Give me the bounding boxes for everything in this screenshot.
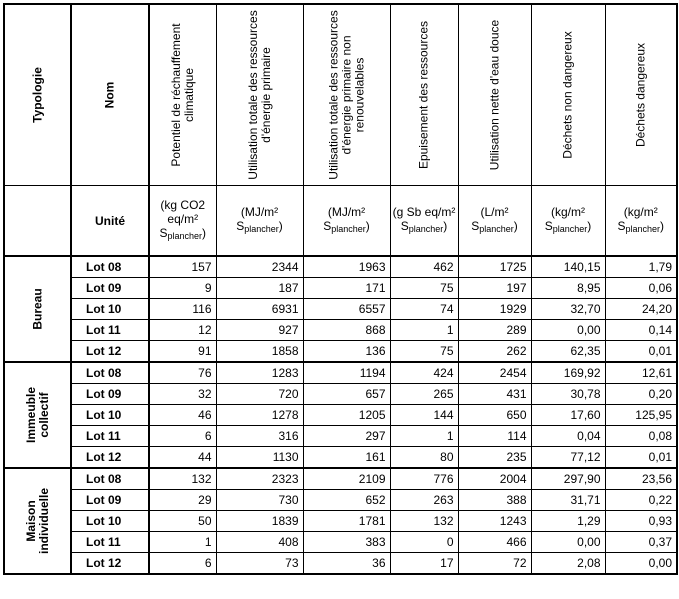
value-cell: 6 <box>149 426 216 447</box>
column-header-label: Utilisation totale des ressources d'énergie primaire <box>245 10 273 180</box>
value-cell: 32 <box>149 384 216 405</box>
lot-name-cell: Lot 12 <box>71 447 149 469</box>
nom-header <box>71 4 149 186</box>
table-row <box>4 299 677 320</box>
table-row <box>4 320 677 341</box>
value-cell: 868 <box>303 320 390 341</box>
column-header-label: Utilisation totale des ressources d'énergie primaire non renouvelables <box>326 10 366 180</box>
value-cell: 2454 <box>458 362 531 384</box>
typologie-group-cell <box>4 256 71 362</box>
value-cell: 730 <box>216 490 303 511</box>
table-row <box>4 553 677 575</box>
value-cell: 650 <box>458 405 531 426</box>
value-cell: 80 <box>390 447 458 469</box>
value-cell: 6 <box>149 553 216 575</box>
value-cell: 140,15 <box>531 256 605 278</box>
unit-cell: (L/m² $S_{plancher}$) <box>458 186 531 257</box>
unit-cell: (MJ/m² $S_{plancher}$) <box>216 186 303 257</box>
typologie-group-cell <box>4 362 71 468</box>
value-cell: 431 <box>458 384 531 405</box>
value-cell: 462 <box>390 256 458 278</box>
value-cell: 17,60 <box>531 405 605 426</box>
table-row <box>4 532 677 553</box>
column-header-label: Utilisation nette d'eau douce <box>487 19 501 171</box>
table-row <box>4 426 677 447</box>
value-cell: 235 <box>458 447 531 469</box>
value-cell: 388 <box>458 490 531 511</box>
table-row <box>4 447 677 469</box>
header-row <box>4 4 677 186</box>
unit-cell: (g Sb eq/m² $S_{plancher}$) <box>390 186 458 257</box>
lot-name-cell: Lot 12 <box>71 553 149 575</box>
value-cell: 1725 <box>458 256 531 278</box>
table-row <box>4 362 677 384</box>
value-cell: 0,14 <box>605 320 677 341</box>
value-cell: 125,95 <box>605 405 677 426</box>
typologie-group-label: Maison individuelle <box>23 487 51 555</box>
value-cell: 36 <box>303 553 390 575</box>
value-cell: 297 <box>303 426 390 447</box>
value-cell: 652 <box>303 490 390 511</box>
value-cell: 132 <box>390 511 458 532</box>
value-cell: 132 <box>149 468 216 490</box>
lot-name-cell: Lot 08 <box>71 468 149 490</box>
value-cell: 187 <box>216 278 303 299</box>
lot-name-cell: Lot 11 <box>71 320 149 341</box>
value-cell: 0,06 <box>605 278 677 299</box>
value-cell: 466 <box>458 532 531 553</box>
column-header <box>216 4 303 186</box>
value-cell: 76 <box>149 362 216 384</box>
value-cell: 116 <box>149 299 216 320</box>
value-cell: 2344 <box>216 256 303 278</box>
value-cell: 297,90 <box>531 468 605 490</box>
lot-name-cell: Lot 08 <box>71 256 149 278</box>
lot-name-cell: Lot 09 <box>71 384 149 405</box>
value-cell: 1130 <box>216 447 303 469</box>
value-cell: 316 <box>216 426 303 447</box>
column-header <box>531 4 605 186</box>
table-row <box>4 256 677 278</box>
value-cell: 1929 <box>458 299 531 320</box>
table-row <box>4 278 677 299</box>
unit-cell: (kg CO2 eq/m² $S_{plancher}$) <box>149 186 216 257</box>
value-cell: 136 <box>303 341 390 363</box>
unit-row <box>4 186 677 257</box>
value-cell: 50 <box>149 511 216 532</box>
value-cell: 776 <box>390 468 458 490</box>
value-cell: 62,35 <box>531 341 605 363</box>
value-cell: 12,61 <box>605 362 677 384</box>
value-cell: 0,01 <box>605 341 677 363</box>
table-row <box>4 384 677 405</box>
value-cell: 197 <box>458 278 531 299</box>
value-cell: 927 <box>216 320 303 341</box>
value-cell: 9 <box>149 278 216 299</box>
table-row <box>4 511 677 532</box>
value-cell: 1205 <box>303 405 390 426</box>
value-cell: 1,29 <box>531 511 605 532</box>
value-cell: 44 <box>149 447 216 469</box>
unit-cell: (kg/m² $S_{plancher}$) <box>605 186 677 257</box>
value-cell: 144 <box>390 405 458 426</box>
value-cell: 73 <box>216 553 303 575</box>
value-cell: 408 <box>216 532 303 553</box>
value-cell: 657 <box>303 384 390 405</box>
value-cell: 0,04 <box>531 426 605 447</box>
value-cell: 0,00 <box>605 553 677 575</box>
value-cell: 0,00 <box>531 320 605 341</box>
value-cell: 29 <box>149 490 216 511</box>
value-cell: 0,08 <box>605 426 677 447</box>
value-cell: 1963 <box>303 256 390 278</box>
value-cell: 74 <box>390 299 458 320</box>
value-cell: 424 <box>390 362 458 384</box>
value-cell: 1283 <box>216 362 303 384</box>
value-cell: 0,37 <box>605 532 677 553</box>
value-cell: 17 <box>390 553 458 575</box>
value-cell: 262 <box>458 341 531 363</box>
value-cell: 171 <box>303 278 390 299</box>
column-header-label: Epuisement des ressources <box>416 20 431 170</box>
lot-name-cell: Lot 09 <box>71 278 149 299</box>
nom-header-label: Nom <box>102 81 117 109</box>
value-cell: 157 <box>149 256 216 278</box>
table-row <box>4 468 677 490</box>
value-cell: 0,20 <box>605 384 677 405</box>
value-cell: 91 <box>149 341 216 363</box>
value-cell: 72 <box>458 553 531 575</box>
value-cell: 2323 <box>216 468 303 490</box>
value-cell: 75 <box>390 341 458 363</box>
column-header <box>458 4 531 186</box>
table-row <box>4 405 677 426</box>
value-cell: 0,00 <box>531 532 605 553</box>
typologie-group-label: Immeuble collectif <box>23 386 51 444</box>
column-header <box>303 4 390 186</box>
column-header <box>605 4 677 186</box>
value-cell: 30,78 <box>531 384 605 405</box>
value-cell: 31,71 <box>531 490 605 511</box>
column-header <box>149 4 216 186</box>
column-header-label: Déchets non dangereux <box>560 31 575 159</box>
value-cell: 263 <box>390 490 458 511</box>
value-cell: 6931 <box>216 299 303 320</box>
value-cell: 289 <box>458 320 531 341</box>
value-cell: 114 <box>458 426 531 447</box>
value-cell: 383 <box>303 532 390 553</box>
value-cell: 1781 <box>303 511 390 532</box>
unit-label: Unité <box>71 186 149 257</box>
column-header-label: Potentiel de réchauffement climatique <box>168 23 196 167</box>
unit-blank-cell <box>4 186 71 257</box>
typologie-group-label: Bureau <box>30 288 44 330</box>
value-cell: 1 <box>149 532 216 553</box>
value-cell: 2109 <box>303 468 390 490</box>
value-cell: 0,01 <box>605 447 677 469</box>
typologie-group-cell <box>4 468 71 574</box>
value-cell: 720 <box>216 384 303 405</box>
lot-name-cell: Lot 12 <box>71 341 149 363</box>
value-cell: 75 <box>390 278 458 299</box>
value-cell: 1278 <box>216 405 303 426</box>
value-cell: 23,56 <box>605 468 677 490</box>
table-row <box>4 490 677 511</box>
column-header <box>390 4 458 186</box>
value-cell: 32,70 <box>531 299 605 320</box>
lot-name-cell: Lot 10 <box>71 299 149 320</box>
typologie-header-label: Typologie <box>30 67 44 123</box>
value-cell: 2,08 <box>531 553 605 575</box>
value-cell: 1858 <box>216 341 303 363</box>
unit-cell: (MJ/m² $S_{plancher}$) <box>303 186 390 257</box>
value-cell: 169,92 <box>531 362 605 384</box>
value-cell: 6557 <box>303 299 390 320</box>
lot-name-cell: Lot 11 <box>71 426 149 447</box>
typologie-header <box>4 4 71 186</box>
lot-name-cell: Lot 11 <box>71 532 149 553</box>
value-cell: 1 <box>390 320 458 341</box>
value-cell: 0,22 <box>605 490 677 511</box>
column-header-label: Déchets dangereux <box>633 42 648 148</box>
value-cell: 265 <box>390 384 458 405</box>
value-cell: 1839 <box>216 511 303 532</box>
lot-name-cell: Lot 10 <box>71 405 149 426</box>
value-cell: 161 <box>303 447 390 469</box>
value-cell: 12 <box>149 320 216 341</box>
value-cell: 1194 <box>303 362 390 384</box>
value-cell: 1 <box>390 426 458 447</box>
value-cell: 2004 <box>458 468 531 490</box>
impact-table <box>3 3 678 575</box>
value-cell: 8,95 <box>531 278 605 299</box>
value-cell: 0 <box>390 532 458 553</box>
value-cell: 0,93 <box>605 511 677 532</box>
value-cell: 46 <box>149 405 216 426</box>
table-row <box>4 341 677 363</box>
value-cell: 1,79 <box>605 256 677 278</box>
lot-name-cell: Lot 08 <box>71 362 149 384</box>
unit-cell: (kg/m² $S_{plancher}$) <box>531 186 605 257</box>
value-cell: 77,12 <box>531 447 605 469</box>
lot-name-cell: Lot 10 <box>71 511 149 532</box>
value-cell: 1243 <box>458 511 531 532</box>
value-cell: 24,20 <box>605 299 677 320</box>
lot-name-cell: Lot 09 <box>71 490 149 511</box>
